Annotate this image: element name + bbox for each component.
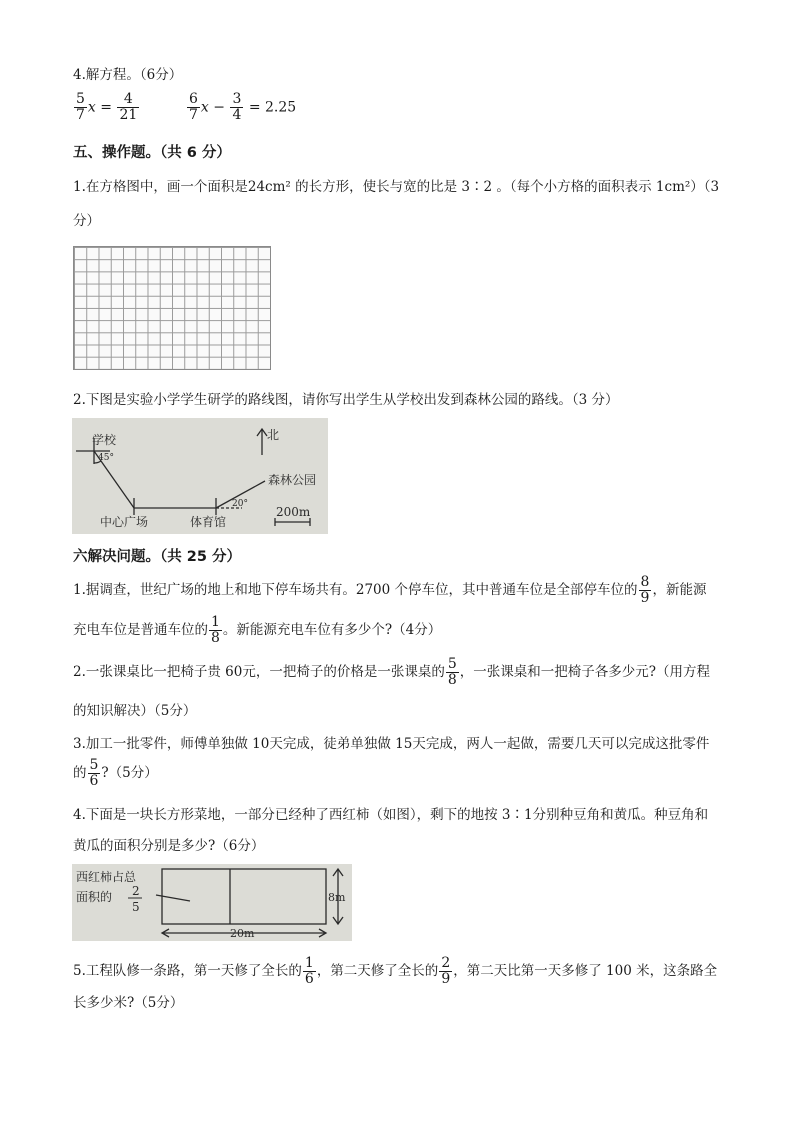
s6-q4-line2: 黄瓜的面积分别是多少?（6分） [73,838,265,854]
map-north-label: 北 [267,428,280,442]
s5-q1-line2: 分） [73,213,100,229]
q4-heading: 4.解方程。（6分） [73,67,183,83]
fraction: $\frac{3}{4}$ [232,91,242,123]
s5-q1-line1: 1.在方格图中，画一个面积是24cm² 的长方形，使长与宽的比是 3∶2 。（每个小方格的面积表示 1cm²）（3 [73,179,720,195]
map-gym-label: 体育馆 [190,515,227,529]
s6-q1-line1: 1.据调查，世纪广场的地上和地下停车场共有。2700 个停车位，其中普通车位是全部停车位的 $\frac{8}{9}$ ，新能源 [73,574,707,606]
vegetable-field-figure [72,864,352,941]
map-angle-45: 45° [98,453,114,463]
map-scale-label: 200m [276,505,311,519]
fig-fraction-den: 5 [132,900,140,914]
map-angle-20: 20° [232,499,248,509]
equation-2: $\frac{6}{7}$ x − $\frac{3}{4}$ = 2.25 [189,91,297,123]
s6-q1-line2: 充电车位是普通车位的 $\frac{1}{8}$ 。新能源充电车位有多少个?（4分） [73,614,442,646]
map-plaza-label: 中心广场 [100,515,149,529]
square-grid [73,246,271,370]
s5-q2-text: 2.下图是实验小学学生研学的路线图，请你写出学生从学校出发到森林公园的路线。（3 分） [73,392,619,408]
s6-q3-line1: 3.加工一批零件，师傅单独做 10天完成，徒弟单独做 15天完成，两人一起做，需要几天可以完成这批零件 [73,736,710,752]
fig-height-label: 8m [328,891,346,904]
section-5-title: 五、操作题。（共 6 分） [73,145,231,161]
fraction: $\frac{5}{7}$ [76,91,85,123]
s6-q5-line1: 5.工程队修一条路，第一天修了全长的 $\frac{1}{6}$ ，第二天修了全长的 $\frac{2}{9}$ ，第二天比第一天多修了 100 米，这条路全 [73,955,718,987]
route-map [72,418,328,534]
fraction: $\frac{4}{21}$ [119,91,138,123]
fig-tomato-line2: 面积的 [76,890,113,904]
fig-width-label: 20m [230,927,255,940]
fig-fraction-num: 2 [132,884,140,898]
map-park-label: 森林公园 [268,473,317,487]
s6-q2-line1: 2.一张课桌比一把椅子贵 60元，一把椅子的价格是一张课桌的 $\frac{5}{8}$ ，一张课桌和一把椅子各多少元?（用方程 [73,656,711,688]
map-school-label: 学校 [92,433,117,447]
s6-q3-line2: 的 $\frac{5}{6}$ ?（5分） [73,757,158,789]
equation-1: $\frac{5}{7}$ x = $\frac{4}{21}$ [76,91,138,123]
s6-q4-line1: 4.下面是一块长方形菜地，一部分已经种了西红柿（如图），剩下的地按 3∶1分别种豆角和黄瓜。种豆角和 [73,807,709,823]
section-6-title: 六解决问题。（共 25 分） [73,549,242,565]
s6-q5-line2: 长多少米?（5分） [73,995,184,1011]
fig-tomato-line1: 西红柿占总 [76,870,137,884]
fraction: $\frac{6}{7}$ [189,91,198,123]
s6-q2-line2: 的知识解决）（5分） [73,703,197,719]
